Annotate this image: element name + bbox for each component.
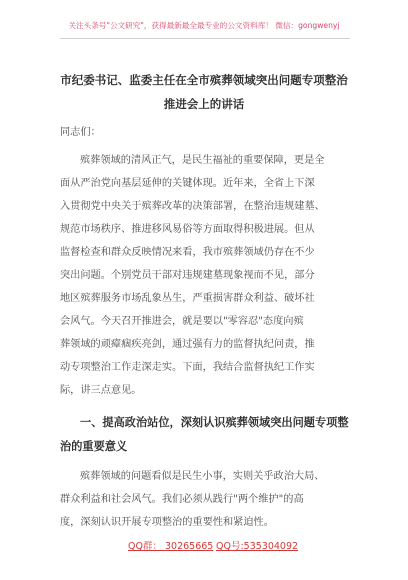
body-line: 动专项整治工作走深走实。下面，我结合监督执纪工作实 bbox=[60, 362, 315, 373]
section-heading-line-1: 一、提高政治站位，深刻认识殡葬领域突出问题专项整 bbox=[80, 415, 349, 429]
body-line: 会风气。今天召开推进会，就是要以"零容忍"态度向殡 bbox=[60, 316, 304, 327]
salutation: 同志们： bbox=[60, 127, 101, 138]
section-heading-line-2: 治的重要意义 bbox=[60, 439, 128, 453]
body-line: 规范市场秩序、推进移风易俗等方面取得积极进展。但从 bbox=[60, 224, 315, 235]
header-divider bbox=[60, 38, 350, 39]
body-line: 面从严治党向基层延伸的关键体现。近年来，全省上下深 bbox=[60, 178, 315, 189]
body-line: 地区殡葬服务市场乱象丛生，严重损害群众利益、破坏社 bbox=[60, 293, 315, 304]
body-line: 殡葬领域的问题看似是民生小事，实则关乎政治大局、 bbox=[80, 471, 325, 482]
body-line: 葬领域的顽瘴痼疾亮剑，通过强有力的监督执纪问责，推 bbox=[60, 339, 315, 350]
body-line: 监督检查和群众反映情况来看，我市殡葬领域仍存在不少 bbox=[60, 247, 315, 258]
body-line: 殡葬领域的清风正气，是民生福祉的重要保障，更是全 bbox=[80, 155, 325, 166]
document-title-line-1: 市纪委书记、监委主任在全市殡葬领域突出问题专项整治 bbox=[60, 73, 348, 87]
document-title-line-2: 推进会上的讲话 bbox=[163, 97, 245, 111]
body-line: 入贯彻党中央关于殡葬改革的决策部署，在整治违规建墓、 bbox=[60, 201, 325, 212]
body-line: 度，深刻认识开展专项整治的重要性和紧迫性。 bbox=[60, 517, 274, 528]
body-line: 际，讲三点意见。 bbox=[60, 385, 142, 396]
body-line: 群众利益和社会风气。我们必须从践行"两个维护"的高 bbox=[60, 494, 304, 505]
body-line: 突出问题。个别党员干部对违规建墓现象视而不见，部分 bbox=[60, 270, 315, 281]
qq-group-link[interactable]: QQ群： 30265665 bbox=[128, 541, 214, 552]
promo-header: 关注头条号"公文研究"，获得最新最全最专业的公文资料库！ 微信：gongwenyj bbox=[68, 21, 340, 30]
qq-number-link[interactable]: QQ号:535304092 bbox=[216, 541, 299, 552]
